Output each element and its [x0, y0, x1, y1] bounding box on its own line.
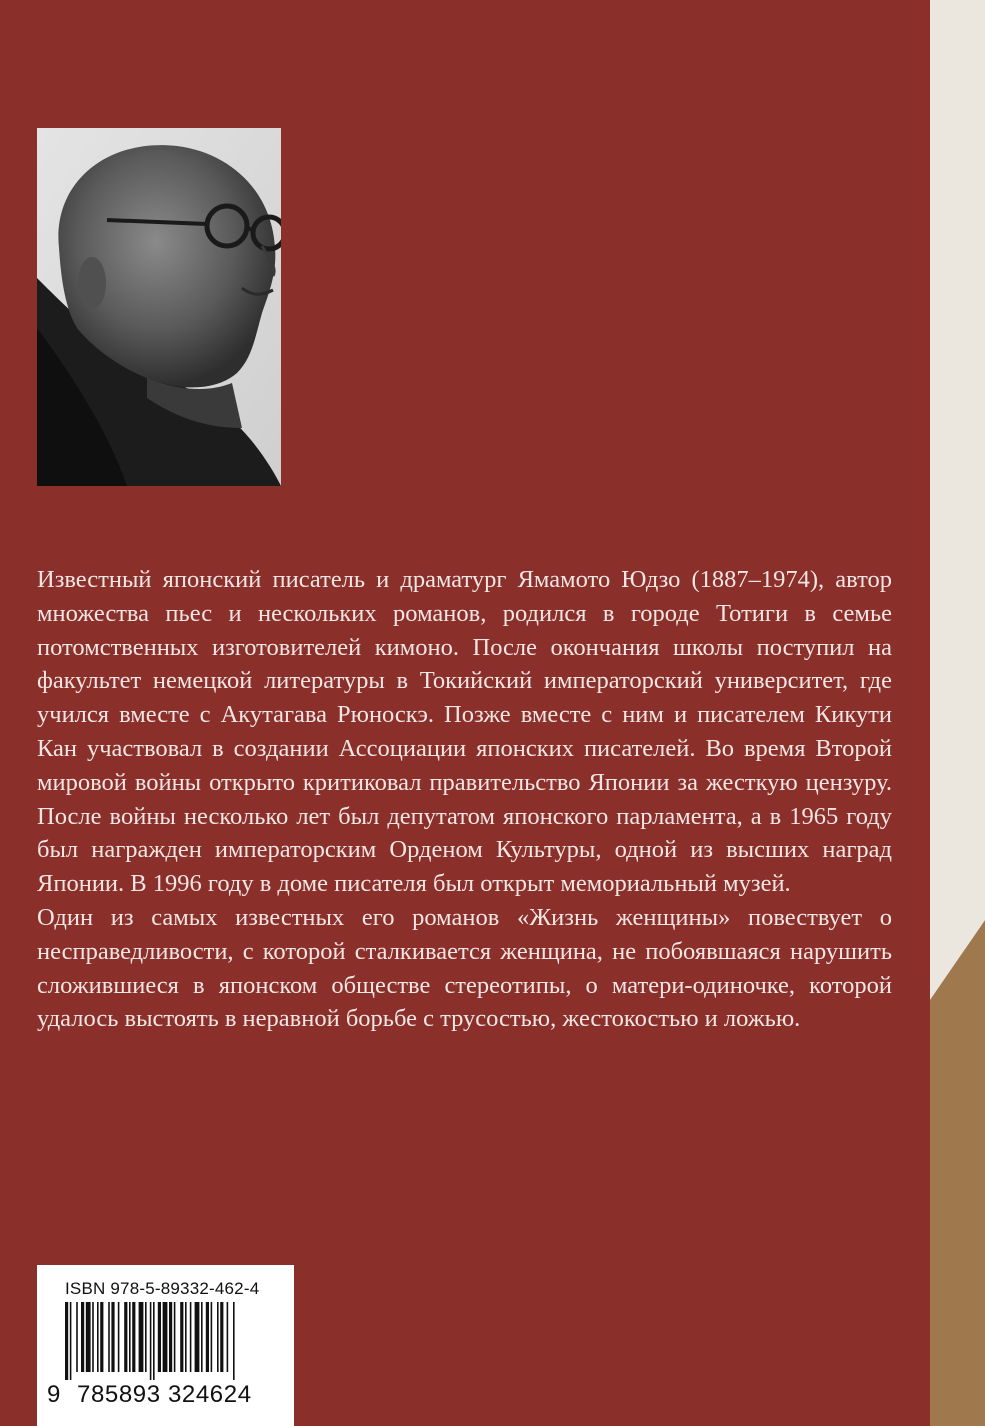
barcode-digit-first: 9 — [47, 1381, 61, 1408]
barcode-bar — [227, 1302, 229, 1372]
description-paragraph: Известный японский писатель и драматург Ямамото Юдзо (1887–1974), автор множества пьес и нескольких романов, родился в городе Тотиги в семье потомственных изготовителей кимоно. После окончания школы поступил на факультет немецкой литературы в Токийский императорский университет, где учился вместе с Акутагава Рюноскэ. Позже вместе с ним и писателем Кикути Кан участвовал в создании Ассоциации японских писателей. Во время Второй мировой войны открыто критиковал правительство Японии за жесткую цензуру. После войны несколько лет был депутатом японского парламента, а в 1965 году был награжден императорским Орденом Культуры, одной из высших наград Японии. В 1996 году в доме писателя был открыт мемориальный музей. — [37, 566, 892, 898]
barcode-bar — [153, 1302, 155, 1380]
barcode-bar — [108, 1302, 110, 1372]
page-edge-transition — [930, 900, 985, 1000]
barcode-bar — [139, 1302, 144, 1372]
barcode-bar — [97, 1302, 99, 1372]
barcode-bar — [180, 1302, 183, 1372]
isbn-barcode — [37, 1265, 294, 1426]
page-edge-tan — [930, 950, 985, 1426]
barcode-bar — [70, 1302, 72, 1380]
barcode-bar — [220, 1302, 223, 1372]
barcode-bar — [217, 1302, 219, 1372]
barcode-bar — [129, 1302, 131, 1372]
barcode-bar — [81, 1302, 84, 1372]
barcode-bar — [158, 1302, 161, 1372]
barcode-bar — [92, 1302, 94, 1372]
portrait-image — [37, 128, 281, 486]
barcode-bar — [233, 1302, 235, 1380]
barcode-bar — [195, 1302, 200, 1372]
barcode-bar — [132, 1302, 135, 1372]
page-edge-light — [930, 0, 985, 950]
barcode-bar — [100, 1302, 103, 1372]
barcode-bar — [174, 1302, 176, 1372]
barcode-bar — [185, 1302, 187, 1372]
barcode-bar — [150, 1302, 152, 1380]
isbn-label: ISBN 978-5-89332-462-4 — [65, 1279, 260, 1298]
barcode-bar — [65, 1302, 68, 1380]
author-portrait — [37, 128, 281, 486]
barcode-bar — [169, 1302, 172, 1372]
barcode-bar — [211, 1302, 213, 1372]
barcode-digits: 785893 324624 — [77, 1381, 252, 1408]
barcode-bar — [145, 1302, 147, 1372]
barcode-bar — [118, 1302, 120, 1372]
barcode-bar — [163, 1302, 168, 1372]
book-description — [37, 563, 892, 1036]
barcode-bar — [76, 1302, 78, 1372]
barcode-bar — [206, 1302, 209, 1372]
barcode-bar — [124, 1302, 127, 1372]
barcode-bars — [65, 1302, 280, 1380]
barcode-bar — [111, 1302, 114, 1372]
description-paragraph: Один из самых известных его романов «Жизнь женщины» повествует о несправедливости, с которой сталкивается женщина, не побоявшаяся нарушить сложившиеся в японском обществе стереотипы, о матери-одиночке, которой удалось выстоять в неравной борьбе с трусостью, жестокостью и ложью. — [37, 903, 892, 1033]
barcode-bar — [190, 1302, 192, 1372]
barcode-bar — [201, 1302, 203, 1372]
barcode-bar — [86, 1302, 91, 1372]
